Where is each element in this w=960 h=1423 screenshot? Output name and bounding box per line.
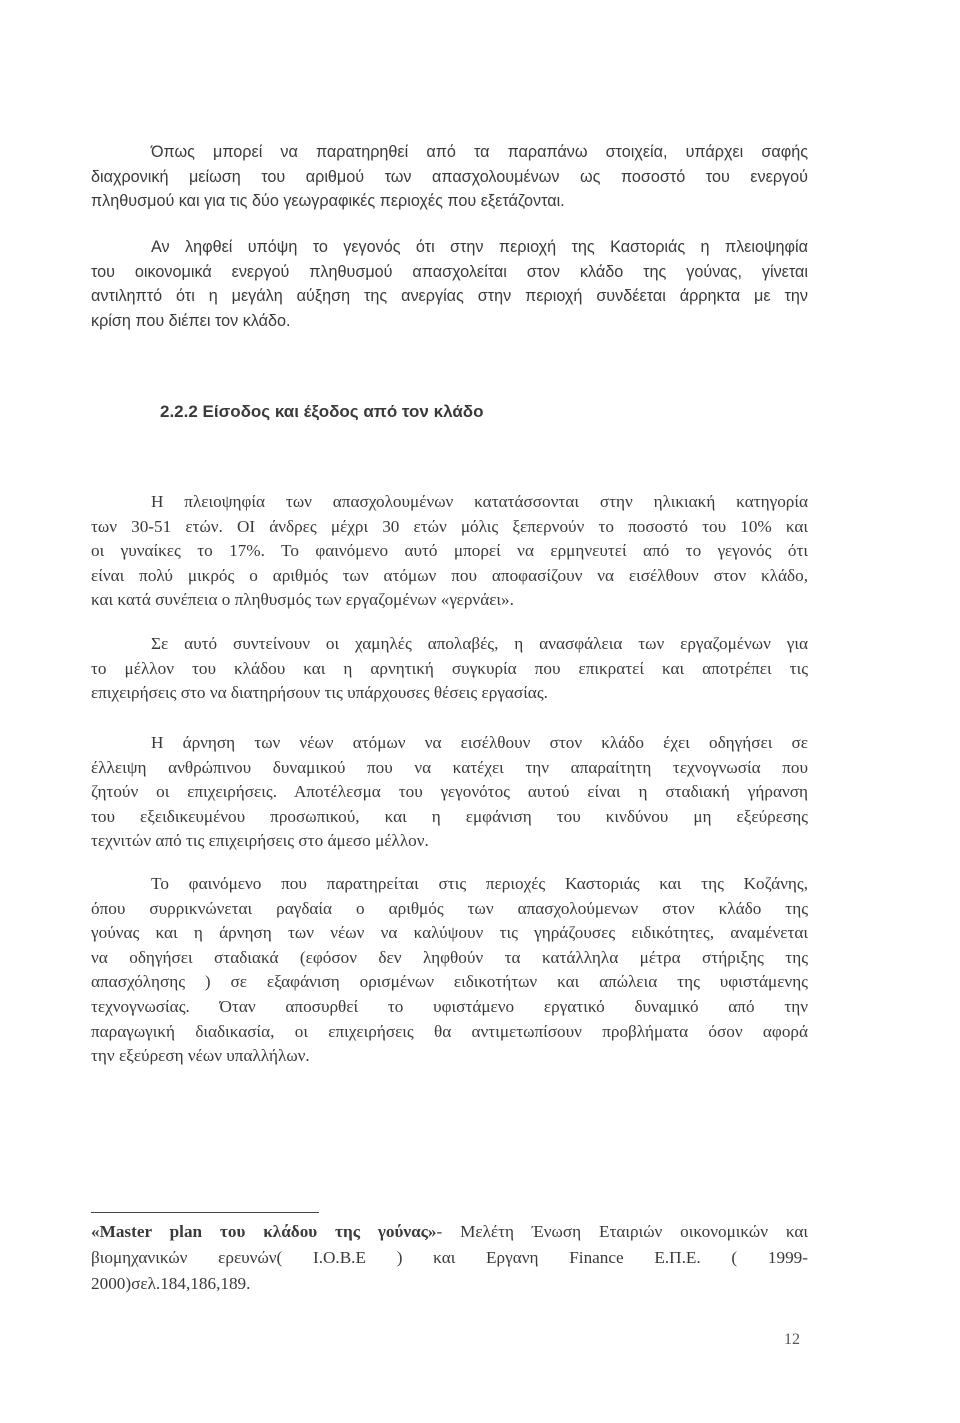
text-line: γούνας και η άρνηση των νέων να καλύψουν τις γηράζουσες ειδικότητες, αναμένεται bbox=[91, 923, 808, 943]
text-line: όπου συρρικνώνεται ραγδαία ο αριθμός των απασχολούμενων στον κλάδο της bbox=[91, 898, 808, 918]
footnote-title: «Master plan του κλάδου της γούνας» bbox=[91, 1222, 437, 1241]
text-line: αντιληπτό ότι η μεγάλη αύξηση της ανεργίας στην περιοχή συνδέεται άρρηκτα με την bbox=[91, 287, 808, 306]
text-line: απασχόλησης ) σε εξαφάνιση ορισμένων ειδικοτήτων και απώλεια της υφιστάμενης bbox=[91, 972, 808, 992]
text-line: το μέλλον του κλάδου και η αρνητική συγκυρία που επικρατεί και αποτρέπει τις bbox=[91, 658, 808, 678]
paragraph-4 bbox=[91, 632, 808, 706]
paragraph-3 bbox=[91, 490, 808, 613]
text-line: Όπως μπορεί να παρατηρηθεί από τα παραπάνω στοιχεία, υπάρχει σαφής bbox=[151, 143, 808, 161]
text-line: τεχνιτών από τις επιχειρήσεις στο άμεσο μέλλον. bbox=[91, 831, 429, 851]
paragraph-2 bbox=[91, 235, 808, 333]
text-line: Αν ληφθεί υπόψη το γεγονός ότι στην περιοχή της Καστοριάς η πλειοψηφία bbox=[151, 238, 808, 256]
text-line: παραγωγική διαδικασία, οι επιχειρήσεις θα αντιμετωπίσουν προβλήματα όσον αφορά bbox=[91, 1021, 808, 1041]
footnote-line: βιομηχανικών ερευνών( I.O.B.E ) και Εργανη Finance Ε.Π.Ε. ( 1999- bbox=[91, 1248, 808, 1267]
text-line: του οικονομικά ενεργού πληθυσμού απασχολείται στον κλάδο της γούνας, γίνεται bbox=[91, 262, 808, 281]
footnote bbox=[91, 1219, 808, 1297]
footnote-line: 2000)σελ.184,186,189. bbox=[91, 1274, 251, 1293]
paragraph-6 bbox=[91, 872, 808, 1069]
text-line: Η άρνηση των νέων ατόμων να εισέλθουν στον κλάδο έχει οδηγήσει σε bbox=[151, 733, 808, 752]
text-line: Το φαινόμενο που παρατηρείται στις περιοχές Καστοριάς και της Κοζάνης, bbox=[151, 874, 808, 893]
text-line: την εξεύρεση νέων υπαλλήλων. bbox=[91, 1046, 310, 1066]
text-line: έλλειψη ανθρώπινου δυναμικού που να κατέχει την απαραίτητη τεχνογνωσία που bbox=[91, 757, 808, 777]
text-line: Σε αυτό συντείνουν οι χαμηλές απολαβές, η ανασφάλεια των εργαζομένων για bbox=[151, 634, 808, 653]
paragraph-1 bbox=[91, 140, 808, 214]
footnote-line bbox=[91, 1219, 808, 1245]
page-number: 12 bbox=[784, 1331, 800, 1348]
text-line: Η πλειοψηφία των απασχολουμένων κατατάσσονται στην ηλικιακή κατηγορία bbox=[151, 492, 808, 511]
text-line: ζητούν οι επιχειρήσεις. Αποτέλεσμα του γεγονότος αυτού είναι η σταδιακή γήρανση bbox=[91, 782, 808, 802]
footnote-divider bbox=[91, 1212, 319, 1213]
text-line: οι γυναίκες το 17%. Το φαινόμενο αυτό μπορεί να ερμηνευτεί από το γεγονός ότι bbox=[91, 541, 808, 561]
text-line: πληθυσμού και για τις δύο γεωγραφικές περιοχές που εξετάζονται. bbox=[91, 192, 565, 211]
text-line: διαχρονική μείωση του αριθμού των απασχολουμένων ως ποσοστό του ενεργού bbox=[91, 167, 808, 186]
paragraph-5 bbox=[91, 731, 808, 854]
text-line: είναι πολύ μικρός ο αριθμός των ατόμων που αποφασίζουν να εισέλθουν στον κλάδο, bbox=[91, 565, 808, 585]
text-line: και κατά συνέπεια ο πληθυσμός των εργαζομένων «γερνάει». bbox=[91, 590, 514, 610]
text-line: κρίση που διέπει τον κλάδο. bbox=[91, 311, 291, 330]
text-line: των 30-51 ετών. ΟΙ άνδρες μέχρι 30 ετών μόλις ξεπερνούν το ποσοστό του 10% και bbox=[91, 516, 808, 536]
text-line: του εξειδικευμένου προσωπικού, και η εμφάνιση του κινδύνου μη εξεύρεσης bbox=[91, 806, 808, 826]
text-line: επιχειρήσεις στο να διατηρήσουν τις υπάρχουσες θέσεις εργασίας. bbox=[91, 683, 548, 703]
footnote-text: - Μελέτη Ένωση Εταιριών οικονομικών και bbox=[436, 1222, 808, 1241]
section-heading: 2.2.2 Είσοδος και έξοδος από τον κλάδο bbox=[160, 402, 484, 421]
text-line: να οδηγήσει σταδιακά (εφόσον δεν ληφθούν τα κατάλληλα μέτρα στήριξης της bbox=[91, 947, 808, 967]
text-line: τεχνογνωσίας. Όταν αποσυρθεί το υφιστάμενο εργατικό δυναμικό από την bbox=[91, 996, 808, 1016]
